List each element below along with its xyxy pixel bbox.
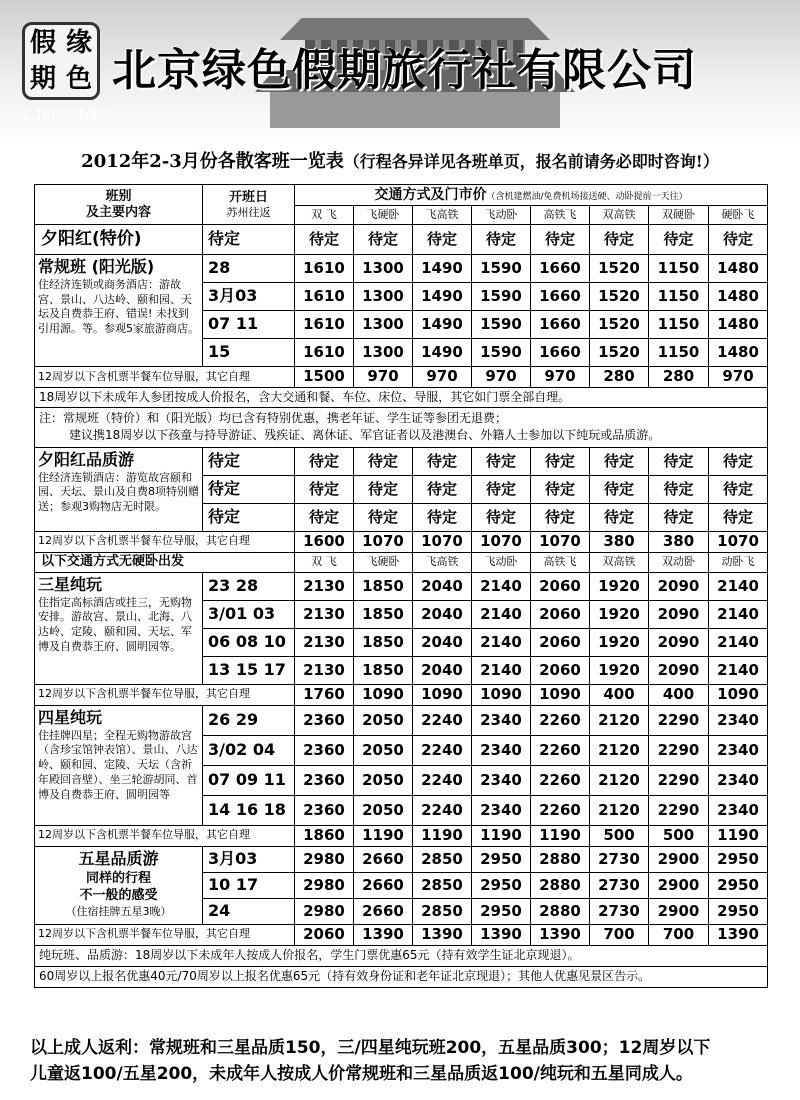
table-row: 3/01 03 2130 1850 2040 2140 2060 1920 2090 2140: [35, 600, 768, 628]
table-row: 四星纯玩 住挂牌四星；全程无购物游故宫（含珍宝馆钟表馆）、景山、八达岭、颐和园、定陵、天坛（含祈年殿回音壁）、坐三轮游胡同、首博及自费恭王府、圆明园等 26 29 2360 2050 2240 2340 2260 2120 2290 2340: [35, 705, 768, 735]
table-row: 3/02 04 2360 2050 2240 2340 2260 2120 2290 2340: [35, 735, 768, 765]
table-row: 3月03 1610 1300 1490 1590 1660 1520 1150 1480: [35, 283, 768, 311]
table-row: 06 08 10 2130 1850 2040 2140 2060 1920 2090 2140: [35, 628, 768, 656]
table-row: 07 09 11 2360 2050 2240 2340 2260 2120 2290 2340: [35, 765, 768, 795]
table-row: 14 16 18 2360 2050 2240 2340 2260 2120 2290 2340: [35, 795, 768, 825]
regular-description: 常规班 (阳光版) 住经济连锁或商务酒店：游故宫、景山、八达岭、颐和园、天坛及自费恭王府、错误! 未找到引用源。等。参观5家旅游商店。: [35, 255, 203, 367]
child-price-row: 12周岁以下含机票半餐车位导服，其它自理 2060 1390 1390 1390 1390 700 700 1390: [35, 924, 768, 945]
table-row: 夕阳红品质游 住经济连锁酒店：游览故宫颐和园、天坛、景山及自费8项特别赠送；参观3购物店无时限。 待定 待定 待定 待定 待定 待定 待定 待定 待定: [35, 447, 768, 475]
child-price-row: 12周岁以下含机票半餐车位导服，其它自理 1500 970 970 970 970 280 280 970: [35, 367, 768, 388]
table-row: 纯玩班、品质游：18周岁以下未成年人按成人价报名，学生门票优惠65元（持有效学生证北京现退）。: [35, 945, 768, 966]
table-row: 15 1610 1300 1490 1590 1660 1520 1150 1480: [35, 339, 768, 367]
page-header: [0, 0, 800, 145]
table-row: 待定 待定 待定 待定 待定 待定 待定 待定 待定: [35, 475, 768, 503]
header-class: 班别 及主要内容: [35, 185, 203, 225]
table-row: 常规班 (阳光版) 住经济连锁或商务酒店：游故宫、景山、八达岭、颐和园、天坛及自费恭王府、错误! 未找到引用源。等。参观5家旅游商店。 28 1610 1300 1490 1590 1660 1520 1150 1480: [35, 255, 768, 283]
table-row: 13 15 17 2130 1850 2040 2140 2060 1920 2090 2140: [35, 656, 768, 684]
header-transport: 交通方式及门市价（含机建燃油/免费机场接送硬、动卧提前一天往）: [295, 185, 768, 206]
transport-header-row: 双 飞 飞硬卧 飞高铁 飞动卧 高铁飞 双高铁 双硬卧 硬卧飞: [35, 206, 768, 225]
header-date: 开班日 苏州往返: [203, 185, 295, 225]
table-row: 07 11 1610 1300 1490 1590 1660 1520 1150 1480: [35, 311, 768, 339]
table-row: 10 17 2980 2660 2850 2950 2880 2730 2900 2950: [35, 872, 768, 898]
table-row: 三星纯玩 住指定高标酒店或挂三，无购物安排。游故宫、景山、北海、八达岭、定陵、颐和园、天坛、军博及自费恭王府、圆明园等。 23 28 2130 1850 2040 2140 2060 1920 2090 2140: [35, 572, 768, 600]
company-name: 北京绿色假期旅行社有限公司: [112, 45, 697, 96]
table-row: 夕阳红(特价) 待定 待定 待定 待定 待定 待定 待定 待定 待定: [35, 225, 768, 255]
table-row: 待定 待定 待定 待定 待定 待定 待定 待定 待定: [35, 503, 768, 531]
table-row: 注：常规班（特价）和（阳光版）均已含有特别优惠，携老年证、学生证等参团无退费； 建议携18周岁以下孩童与持导游证、残疾证、离休证、军官证者以及港澳台、外籍人士参加以下纯玩或品质游。: [35, 408, 768, 448]
four-star-description: 四星纯玩 住挂牌四星；全程无购物游故宫（含珍宝馆钟表馆）、景山、八达岭、颐和园、定陵、天坛（含祈年殿回音壁）、坐三轮游胡同、首博及自费恭王府、圆明园等: [35, 705, 203, 825]
child-price-row: 12周岁以下含机票半餐车位导服，其它自理 1600 1070 1070 1070 1070 380 380 1070: [35, 531, 768, 552]
five-star-description: 五星品质游 同样的行程 不一般的感受 （住宿挂牌五星3晚）: [35, 846, 203, 924]
company-logo: 假 缘 期 色: [22, 22, 100, 100]
xiyang-quality-description: 夕阳红品质游 住经济连锁酒店：游览故宫颐和园、天坛、景山及自费8项特别赠送；参观3购物店无时限。: [35, 447, 203, 531]
price-table: [34, 184, 768, 988]
page-title: 2012年2-3月份各散客班一览表（行程各异详见各班单页，报名前请务必即时咨询!）: [81, 151, 719, 172]
table-row: 24 2980 2660 2850 2950 2880 2730 2900 2950: [35, 898, 768, 924]
transport-header-row-2: 以下交通方式无硬卧出发 双 飞 飞硬卧 飞高铁 飞动卧 高铁飞 双高铁 双动卧 动卧飞: [35, 552, 768, 572]
three-star-description: 三星纯玩 住指定高标酒店或挂三，无购物安排。游故宫、景山、北海、八达岭、定陵、颐和园、天坛、军博及自费恭王府、圆明园等。: [35, 572, 203, 684]
table-row: 60周岁以上报名优惠40元/70周岁以上报名优惠65元（持有效身份证和老年证北京现退）；其他人优惠见景区告示。: [35, 966, 768, 987]
table-row: 五星品质游 同样的行程 不一般的感受 （住宿挂牌五星3晚） 3月03 2980 2660 2850 2950 2880 2730 2900 2950: [35, 846, 768, 872]
child-price-row: 12周岁以下含机票半餐车位导服，其它自理 1760 1090 1090 1090 1090 400 400 1090: [35, 684, 768, 705]
child-price-row: 12周岁以下含机票半餐车位导服，其它自理 1860 1190 1190 1190 1190 500 500 1190: [35, 825, 768, 846]
rebate-footer: 以上成人返利：常规班和三星品质150，三/四星纯玩班200，五星品质300；12周岁以下 儿童返100/五星200，未成年人按成人价常规班和三星品质返100/纯玩和五星同成人。: [30, 1038, 711, 1084]
table-row: 18周岁以下未成年人参团按成人价报名，含大交通和餐、车位、床位、导服，其它如门票全部自理。: [35, 388, 768, 408]
price-page-note: 2.16报价1/8页: [22, 108, 111, 123]
